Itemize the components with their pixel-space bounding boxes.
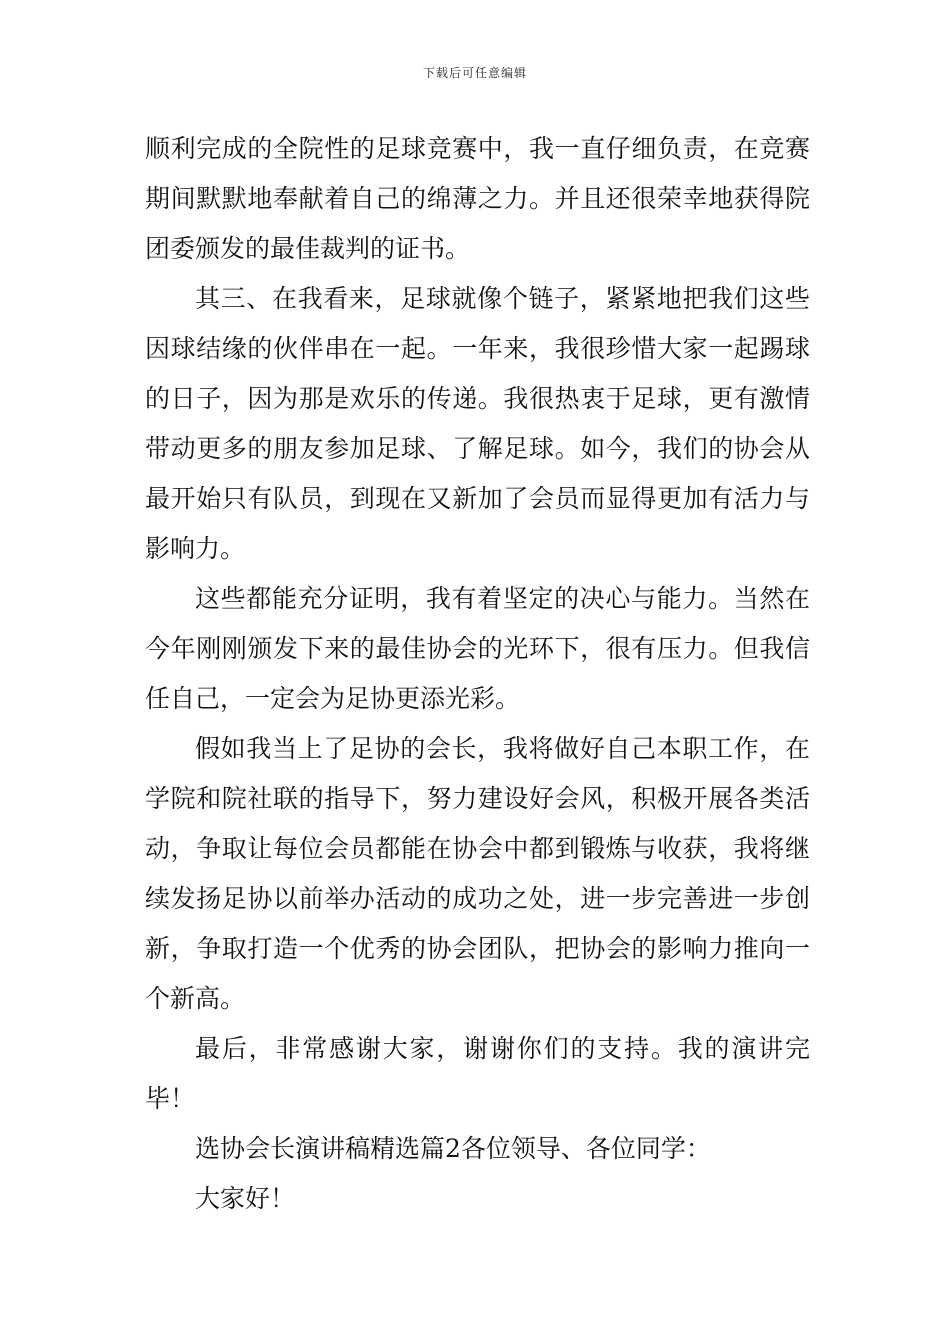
paragraph-1: 顺利完成的全院性的足球竞赛中，我一直仔细负责，在竞赛期间默默地奉献着自己的绵薄之力。并且还很荣幸地获得院团委颁发的最佳裁判的证书。 [145,134,810,263]
paragraph-5: 最后，非常感谢大家，谢谢你们的支持。我的演讲完毕！ [145,1034,810,1113]
paragraph-6: 选协会长演讲稿精选篇2各位领导、各位同学： [195,1134,711,1163]
paragraph-2: 其三、在我看来，足球就像个链子，紧紧地把我们这些因球结缘的伙伴串在一起。一年来，我很珍惜大家一起踢球的日子，因为那是欢乐的传递。我很热衷于足球，更有激情带动更多的朋友参加足球、了解足球。如今，我们的协会从最开始只有队员，到现在又新加了会员而显得更加有活力与影响力。 [145,284,810,563]
paragraph-4: 假如我当上了足协的会长，我将做好自己本职工作，在学院和院社联的指导下，努力建设好会风，积极开展各类活动，争取让每位会员都能在协会中都到锻炼与收获，我将继续发扬足协以前举办活动的成功之处，进一步完善进一步创新，争取打造一个优秀的协会团队，把协会的影响力推向一个新高。 [145,734,810,1013]
page-header: 下载后可任意编辑 [422,66,527,80]
paragraph-3: 这些都能充分证明，我有着坚定的决心与能力。当然在今年刚刚颁发下来的最佳协会的光环下，很有压力。但我信任自己，一定会为足协更添光彩。 [145,584,810,713]
document-body [145,124,810,1224]
paragraph-7: 大家好！ [195,1184,296,1213]
